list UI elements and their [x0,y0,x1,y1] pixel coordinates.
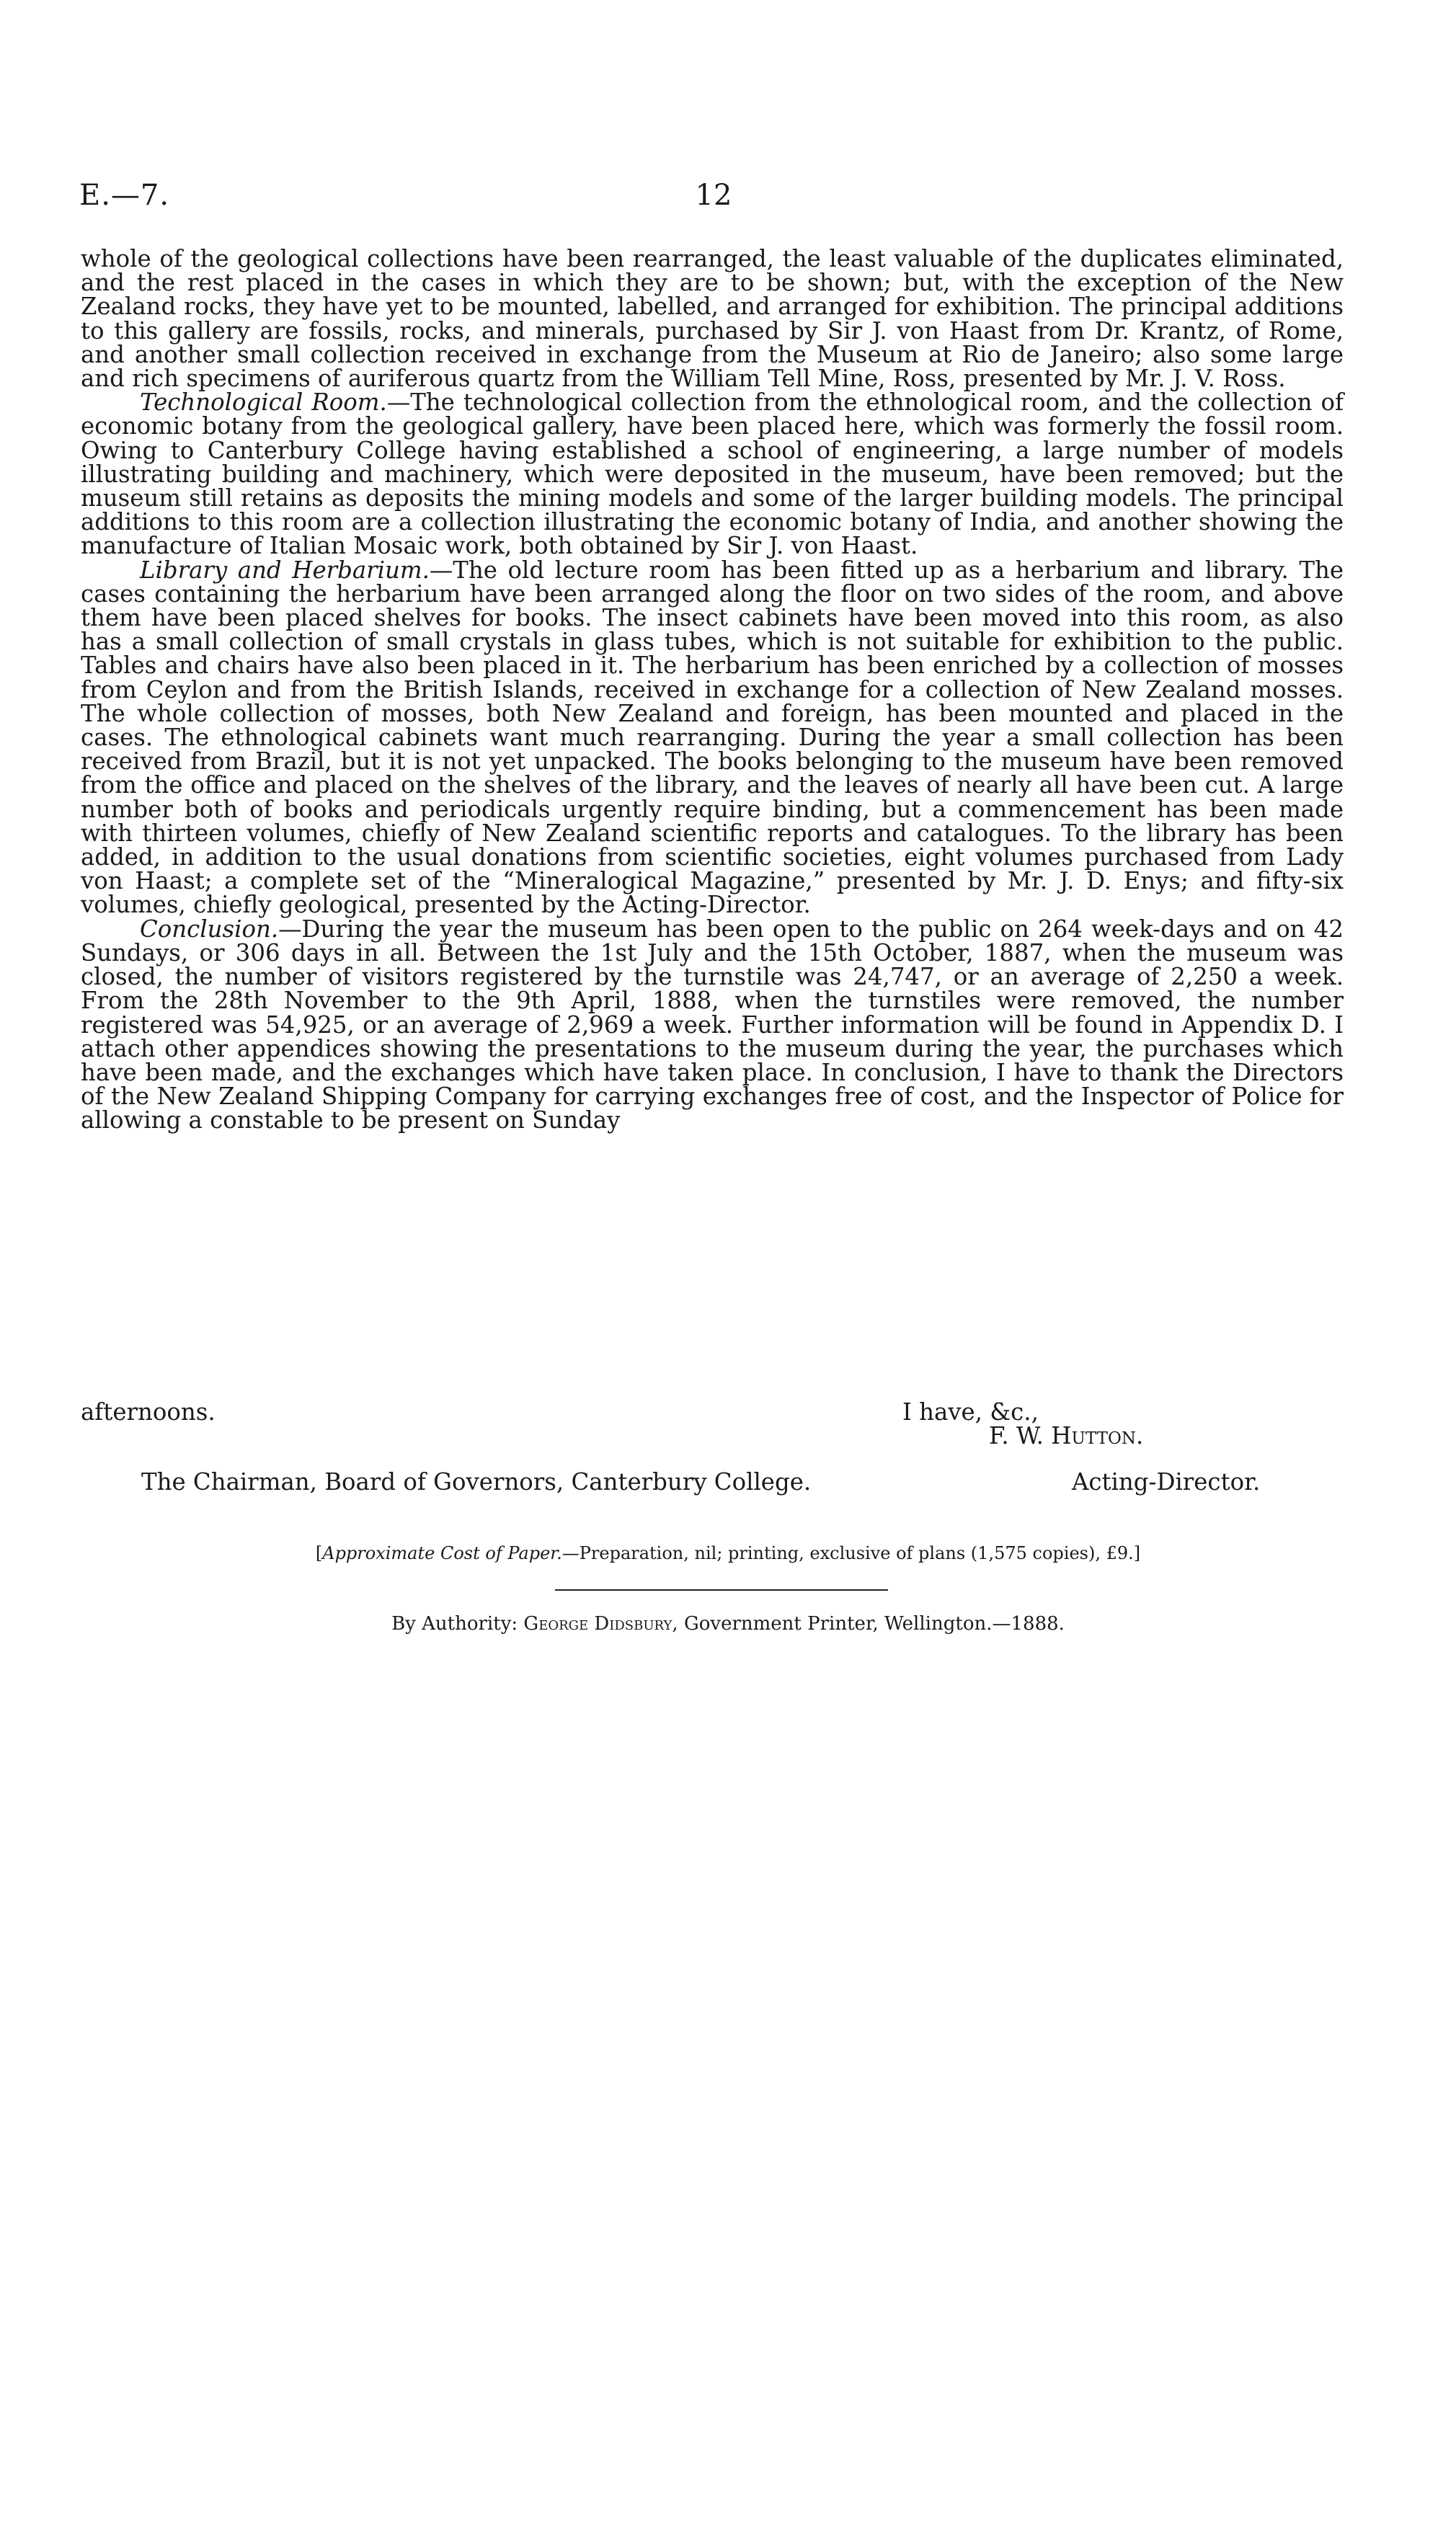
conclusion-paragraph [81,915,1344,1134]
signature-initials: F. W. [989,1422,1044,1449]
printer-name: George Didsbury [523,1613,672,1635]
library-herbarium-paragraph [81,556,1344,919]
footer-divider [555,1589,888,1591]
report-body [81,247,1344,1133]
signature-surname: Hutton. [1051,1422,1144,1449]
signatory-role: Acting-Director. [1072,1468,1261,1496]
cost-text: —Preparation, nil; printing, exclusive of plans (1,575 copies), £9. [561,1543,1134,1563]
geology-paragraph: whole of the geological collections have been rearranged, the least valuable of the duplicates eliminated, and the rest placed in the cases in which they are to be shown; but, with the exception of the New Zealand rocks, they have yet to be mounted, labelled, and arranged for exhibition. The principal additions to this gallery are fossils, rocks, and minerals, purchased by Sir J. von Haast from Dr. Krantz, of Rome, and another small collection received in exchange from the Museum at Rio de Janeiro; also some large and rich specimens of auriferous quartz from the William Tell Mine, Ross, presented by Mr. J. V. Ross. [81,245,1344,393]
page-number: 12 [695,179,732,212]
technological-room-heading: Technological Room. [140,388,387,417]
page-header [79,179,1348,222]
closing-last-word: afternoons. [81,1398,216,1426]
library-herbarium-text: —The old lecture room has been fitted up as a herbarium and library. The cases containing the herbarium have been arranged along the floor on two sides of the room, and above them have been placed shelves for books. The insect cabinets have been moved into this room, as also has a small collection of small crystals in glass tubes, which is not suitable for exhibition to the public. Tables and chairs have also been placed in it. The herbarium has been enriched by a collection of mosses from Ceylon and from the British Islands, received in exchange for a collection of New Zealand mosses. The whole collection of mosses, both New Zealand and foreign, has been mounted and placed in the cases. The ethnological cabinets want much rearranging. During the year a small collection has been received from Brazil, but it is not yet unpacked. The books belonging to the museum have been removed from the office and placed on the shelves of the library, and the leaves of nearly all have been cut. A large number both of books and periodicals urgently require binding, but a commencement has been made with thirteen volumes, chiefly of New Zealand scientific reports and catalogues. To the library has been added, in addition to the usual donations from scientific societies, eight volumes purchased from Lady von Haast; a complete set of the “Mineralogical Magazine,” presented by Mr. J. D. Enys; and fifty-six volumes, chiefly geological, presented by the Acting-Director. [81,556,1344,919]
technological-room-paragraph [81,388,1344,560]
letter-closing [81,1400,1344,1448]
authority-prefix: By Authority: [391,1613,518,1635]
cost-label: Approximate Cost of Paper. [322,1543,562,1563]
library-herbarium-heading: Library and Herbarium. [140,556,430,584]
addressee-line: The Chairman, Board of Governors, Canterbury College. [141,1468,812,1496]
technological-room-text: —The technological collection from the ethnological room, and the collection of economic botany from the geological gallery, have been placed here, which was formerly the fossil room. Owing to Canterbury College having established a school of engineering, a large number of models illustrating building and machinery, which were deposited in the museum, have been removed; but the museum still retains as deposits the mining models and some of the larger building models. The principal additions to this room are a collection illustrating the economic botany of India, and another showing the manufacture of Italian Mosaic work, both obtained by Sir J. von Haast. [81,388,1344,560]
printer-authority-line [0,1613,1456,1635]
signature [989,1424,1143,1448]
closing-salutation: I have, &c., [902,1398,1039,1426]
authority-suffix: , Government Printer, Wellington.—1888. [672,1613,1065,1635]
conclusion-text: —During the year the museum has been open to the public on 264 week-days and on 42 Sundays, or 306 days in all. Between the 1st July and the 15th October, 1887, when the museum was closed, the number of visitors registered by the turnstile was 24,747, or an average of 2,250 a week. From the 28th November to the 9th April, 1888, when the turnstiles were removed, the number registered was 54,925, or an average of 2,969 a week. Further information will be found in Appendix D. I attach other appendices showing the presentations to the museum during the year, the purchases which have been made, and the exchanges which have taken place. In conclusion, I have to thank the Directors of the New Zealand Shipping Company for carrying exchanges free of cost, and the Inspector of Police for allowing a constable to be present on Sunday [81,915,1344,1134]
cost-of-paper-note: [Approximate Cost of Paper.—Preparation, nil; printing, exclusive of plans (1,575 copies), £9.] [315,1543,1141,1563]
conclusion-heading: Conclusion. [140,915,279,943]
document-reference: E.—7. [79,179,170,212]
